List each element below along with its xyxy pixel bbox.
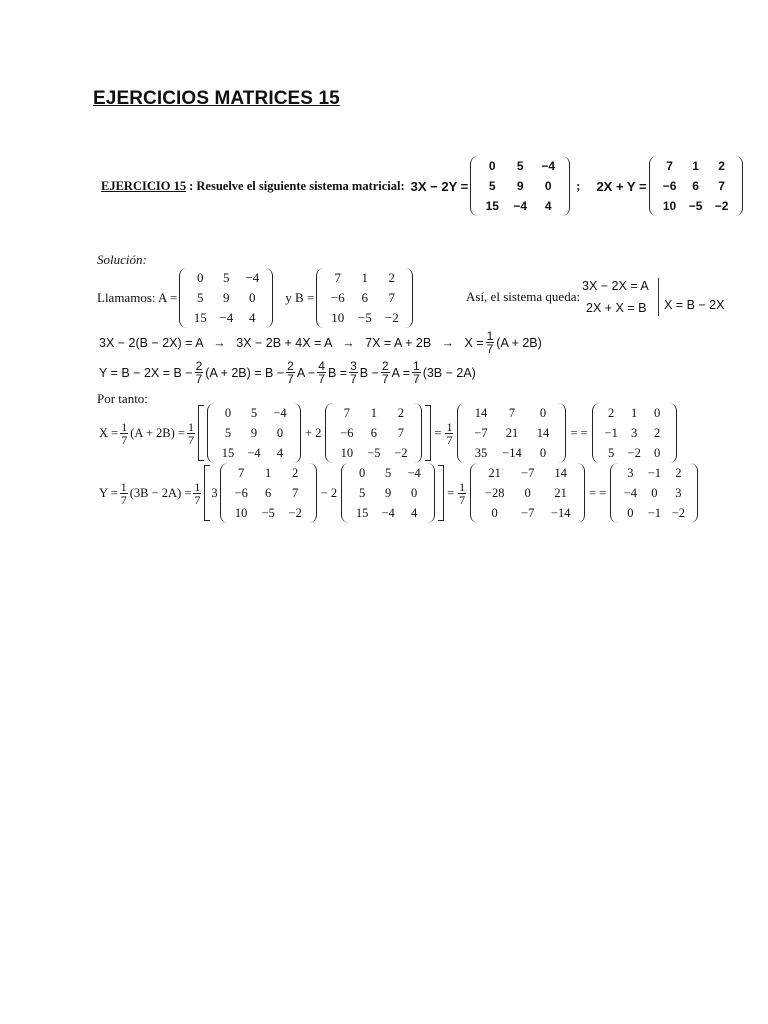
matrix-cell: −1 (647, 506, 662, 520)
matrix-cell: 21 (488, 466, 501, 480)
step2-mid2: A − (296, 365, 316, 380)
matrix-cell: 5 (197, 290, 204, 305)
asi-label: Así, el sistema queda: (466, 289, 581, 304)
step2-mid4: B − (359, 365, 379, 380)
matrix-cell: −6 (234, 486, 248, 500)
eq2-matrix (649, 156, 743, 216)
matrix-cell: 3 (675, 486, 682, 500)
frac-den: 7 (381, 372, 389, 386)
matrix-cell: 1 (692, 159, 699, 173)
y-expr: (3B − 2A) = (129, 485, 192, 500)
matrix-cell: 0 (224, 406, 232, 420)
matrix-cell: 0 (276, 426, 284, 440)
matrix-grid (324, 268, 405, 328)
matrix-cell: 5 (358, 486, 366, 500)
matrix-cell: 15 (193, 310, 207, 325)
matrix-cell: 4 (410, 506, 418, 520)
matrix-cell: 4 (249, 310, 256, 325)
y-result-matrix (610, 463, 698, 523)
y-frac (120, 481, 128, 506)
y-matrix-a (341, 463, 435, 523)
por-tanto: Por tanto: (97, 391, 148, 406)
matrix-cell: 1 (631, 406, 638, 420)
matrix-cell: 7 (508, 406, 516, 420)
step1-end: (A + 2B) (496, 335, 542, 350)
matrix-cell: −5 (688, 199, 703, 213)
matrix-cell: 5 (488, 179, 496, 193)
matrix-cell: 15 (485, 199, 499, 213)
matrix-cell: 0 (491, 506, 498, 520)
frac-num: 2 (287, 359, 294, 373)
frac-den: 7 (318, 372, 325, 386)
matrix-b (316, 268, 413, 328)
matrix-cell: −4 (245, 270, 260, 285)
matrix-left-paren (610, 463, 618, 523)
y-eq: = (447, 485, 455, 500)
matrix-cell: −2 (627, 446, 641, 460)
matrix-cell: −4 (247, 446, 261, 460)
x-result-matrix (592, 403, 677, 463)
matrix-cell: −6 (340, 426, 354, 440)
step2-start: Y = B − 2X = B − (99, 365, 193, 380)
y-minus-two: − 2 (320, 485, 338, 500)
matrix-cell: 15 (355, 506, 369, 520)
matrix-right-paren (558, 403, 566, 463)
y-eq-eq: = = (589, 485, 607, 500)
matrix-left-paren (457, 403, 465, 463)
matrix-left-paren (592, 403, 600, 463)
eq1-matrix (470, 156, 570, 216)
system-brace (654, 278, 659, 316)
matrix-grid (478, 463, 577, 523)
matrix-cell: 14 (554, 466, 567, 480)
matrix-cell: −6 (662, 179, 677, 193)
matrix-right-paren (735, 156, 743, 216)
frac-den: 7 (486, 342, 494, 356)
matrix-cell: 2 (397, 406, 404, 420)
matrix-cell: 0 (488, 159, 496, 173)
matrix-grid (657, 156, 735, 216)
llamamos-label: Llamamos: A = (97, 290, 178, 305)
matrix-cell: 14 (536, 426, 550, 440)
matrix-cell: −14 (502, 446, 522, 460)
system-line-2: 2X + X = B (586, 301, 647, 315)
frac-den: 7 (287, 372, 294, 386)
matrix-grid (478, 156, 562, 216)
eq1-lhs: 3X − 2Y = (410, 178, 469, 194)
frac-num: 1 (187, 419, 194, 434)
system-result: X = B − 2X (664, 298, 725, 312)
matrix-grid (600, 403, 669, 463)
step2-end: (3B − 2A) (422, 365, 476, 380)
step2-line (99, 360, 476, 385)
frac-num: 1 (194, 479, 201, 494)
step2-mid3: B = (327, 365, 348, 380)
frac-num: 1 (120, 479, 127, 494)
matrix-right-paren (577, 463, 585, 523)
exercise-text: : Resuelve el siguiente sistema matricial: (189, 178, 405, 193)
matrix-cell: 7 (666, 159, 673, 173)
matrix-a (179, 268, 273, 328)
frac-den: 7 (413, 372, 420, 386)
matrix-cell: 10 (234, 506, 248, 520)
x-label: X = (99, 425, 119, 440)
y-line (99, 465, 700, 521)
x-frac-3 (445, 421, 453, 446)
matrix-cell: 15 (221, 446, 235, 460)
matrix-cell: 6 (361, 290, 369, 305)
matrix-grid (333, 403, 414, 463)
step2-frac-4 (349, 360, 358, 385)
matrix-cell: 7 (238, 466, 245, 480)
matrix-cell: 9 (384, 486, 392, 500)
y-frac-2 (193, 481, 201, 506)
matrix-cell: 7 (334, 270, 342, 285)
system-line-1: 3X − 2X = A (582, 279, 649, 293)
matrix-cell: 3 (631, 426, 638, 440)
matrix-cell: −2 (288, 506, 302, 520)
frac-num: 3 (350, 359, 357, 373)
matrix-cell: 21 (505, 426, 519, 440)
matrix-cell: −5 (357, 310, 372, 325)
matrix-cell: −4 (381, 506, 395, 520)
matrix-left-paren (341, 463, 349, 523)
matrix-cell: 7 (397, 426, 404, 440)
matrix-left-paren (316, 268, 324, 328)
matrix-cell: 10 (662, 199, 677, 213)
matrix-right-paren (562, 156, 570, 216)
matrix-cell: 10 (331, 310, 345, 325)
matrix-cell: 2 (718, 159, 725, 173)
matrix-cell: −5 (367, 446, 381, 460)
matrix-cell: 5 (608, 446, 615, 460)
matrix-right-paren (690, 463, 698, 523)
step2-frac-5 (381, 360, 390, 385)
matrix-cell: 0 (544, 179, 552, 193)
y-label: Y = (99, 485, 118, 500)
matrix-cell: −7 (521, 506, 535, 520)
frac-num: 1 (446, 419, 453, 434)
frac-num: 1 (486, 329, 494, 343)
matrix-cell: 0 (654, 406, 661, 420)
matrix-cell: 6 (370, 426, 377, 440)
matrix-cell: −4 (623, 486, 638, 500)
frac-num: 4 (318, 359, 325, 373)
matrix-right-paren (265, 268, 273, 328)
matrix-cell: 5 (223, 270, 230, 285)
frac-num: 2 (195, 359, 203, 373)
matrix-cell: 0 (358, 466, 366, 480)
matrix-left-paren (470, 156, 478, 216)
matrix-cell: −28 (484, 486, 505, 500)
separator: ; (576, 178, 581, 193)
x-plus-two: + 2 (304, 425, 322, 440)
matrix-cell: −2 (714, 199, 729, 213)
y-three: 3 (211, 485, 218, 500)
step2-mid1: (A + 2B) = B − (205, 365, 285, 380)
matrix-cell: −2 (394, 446, 408, 460)
matrix-cell: 7 (388, 290, 396, 305)
matrix-cell: 14 (474, 406, 488, 420)
system-block (582, 275, 649, 319)
matrix-cell: 7 (343, 406, 350, 420)
matrix-left-paren (325, 403, 333, 463)
matrix-cell: 0 (539, 446, 547, 460)
matrix-cell: 9 (516, 179, 524, 193)
frac-den: 7 (121, 432, 128, 447)
frac-den: 7 (120, 492, 127, 507)
frac-den: 7 (195, 372, 203, 386)
matrix-cell: −4 (219, 310, 234, 325)
matrix-left-paren (207, 403, 215, 463)
matrix-cell: −4 (407, 466, 421, 480)
eq2-lhs: 2X + Y = (596, 178, 647, 194)
frac-num: 1 (459, 479, 466, 494)
matrix-cell: −2 (671, 506, 686, 520)
matrix-right-paren (293, 403, 301, 463)
x-eq: = (434, 425, 442, 440)
matrix-cell: 6 (692, 179, 699, 193)
matrix-cell: −4 (541, 159, 556, 173)
matrix-cell: 1 (361, 270, 369, 285)
close-bracket (438, 465, 444, 521)
step2-frac-2 (286, 360, 295, 385)
matrix-cell: 2 (388, 270, 396, 285)
matrix-right-paren (427, 463, 435, 523)
matrix-left-paren (470, 463, 478, 523)
matrix-cell: 9 (250, 426, 258, 440)
frac-den: 7 (350, 372, 357, 386)
matrix-cell: 9 (223, 290, 230, 305)
x-line (99, 405, 679, 461)
matrix-cell: 10 (340, 446, 354, 460)
frac-num: 1 (121, 419, 128, 434)
matrix-cell: −7 (474, 426, 488, 440)
definitions-line (97, 268, 415, 328)
exercise-label: EJERCICIO 15 (101, 178, 187, 193)
matrix-cell: −1 (647, 466, 662, 480)
step2-frac-3 (317, 360, 326, 385)
matrix-cell: 0 (410, 486, 418, 500)
frac-num: 1 (413, 359, 420, 373)
y-matrix-b (220, 463, 317, 523)
matrix-left-paren (179, 268, 187, 328)
matrix-cell: −1 (604, 426, 618, 440)
matrix-cell: −2 (384, 310, 399, 325)
x-matrix-a (207, 403, 301, 463)
frac-num: 2 (381, 359, 389, 373)
matrix-grid (215, 403, 293, 463)
page-title: EJERCICIOS MATRICES 15 (93, 88, 340, 109)
matrix-cell: −4 (513, 199, 528, 213)
step1-line (99, 330, 542, 355)
matrix-cell: 2 (292, 466, 299, 480)
matrix-cell: −7 (521, 466, 535, 480)
matrix-cell: 7 (718, 179, 725, 193)
matrix-cell: −5 (261, 506, 275, 520)
matrix-cell: 21 (554, 486, 567, 500)
x-frac-2 (187, 421, 195, 446)
matrix-cell: 6 (265, 486, 272, 500)
x-expr: (A + 2B) = (130, 425, 185, 440)
exercise-statement (101, 156, 745, 216)
matrix-cell: 5 (384, 466, 392, 480)
matrix-cell: 0 (524, 486, 531, 500)
matrix-cell: 0 (627, 506, 634, 520)
step1-frac (486, 330, 495, 355)
matrix-cell: 5 (516, 159, 524, 173)
x-sum-matrix (457, 403, 566, 463)
matrix-cell: 5 (224, 426, 232, 440)
matrix-cell: 5 (250, 406, 258, 420)
matrix-cell: −4 (273, 406, 287, 420)
matrix-left-paren (220, 463, 228, 523)
open-bracket (204, 465, 210, 521)
y-frac-3 (458, 481, 466, 506)
matrix-cell: 1 (370, 406, 377, 420)
matrix-cell: 2 (675, 466, 682, 480)
matrix-cell: 0 (539, 406, 547, 420)
matrix-grid (228, 463, 309, 523)
matrix-cell: −6 (330, 290, 345, 305)
matrix-grid (187, 268, 265, 328)
matrix-left-paren (649, 156, 657, 216)
matrix-grid (618, 463, 690, 523)
matrix-right-paren (414, 403, 422, 463)
x-matrix-b (325, 403, 422, 463)
y-sum-matrix (470, 463, 585, 523)
close-bracket (425, 405, 431, 461)
matrix-grid (465, 403, 558, 463)
step1-text: 3X − 2(B − 2X) = A → 3X − 2B + 4X = A → 7X = A + 2B → X = (99, 335, 484, 350)
matrix-right-paren (405, 268, 413, 328)
matrix-cell: 4 (544, 199, 552, 213)
matrix-cell: 2 (654, 426, 661, 440)
frac-den: 7 (459, 492, 466, 507)
step2-frac-1 (195, 360, 204, 385)
frac-den: 7 (194, 492, 201, 507)
frac-den: 7 (187, 432, 194, 447)
matrix-cell: 0 (197, 270, 204, 285)
matrix-grid (349, 463, 427, 523)
matrix-cell: 0 (249, 290, 256, 305)
frac-den: 7 (446, 432, 453, 447)
matrix-cell: 35 (474, 446, 488, 460)
matrix-cell: 2 (608, 406, 615, 420)
open-bracket (198, 405, 204, 461)
matrix-cell: 1 (265, 466, 272, 480)
matrix-right-paren (669, 403, 677, 463)
step2-frac-6 (412, 360, 421, 385)
matrix-cell: 3 (627, 466, 634, 480)
step2-mid5: A = (391, 365, 410, 380)
matrix-cell: −14 (550, 506, 571, 520)
x-eq-eq: = = (570, 425, 588, 440)
x-frac (120, 421, 128, 446)
matrix-cell: 0 (651, 486, 658, 500)
matrix-cell: 0 (654, 446, 661, 460)
matrix-cell: 4 (276, 446, 284, 460)
matrix-cell: 7 (292, 486, 299, 500)
matrix-right-paren (309, 463, 317, 523)
y-b-label: y B = (285, 290, 315, 305)
solution-heading: Solución: (97, 252, 147, 267)
